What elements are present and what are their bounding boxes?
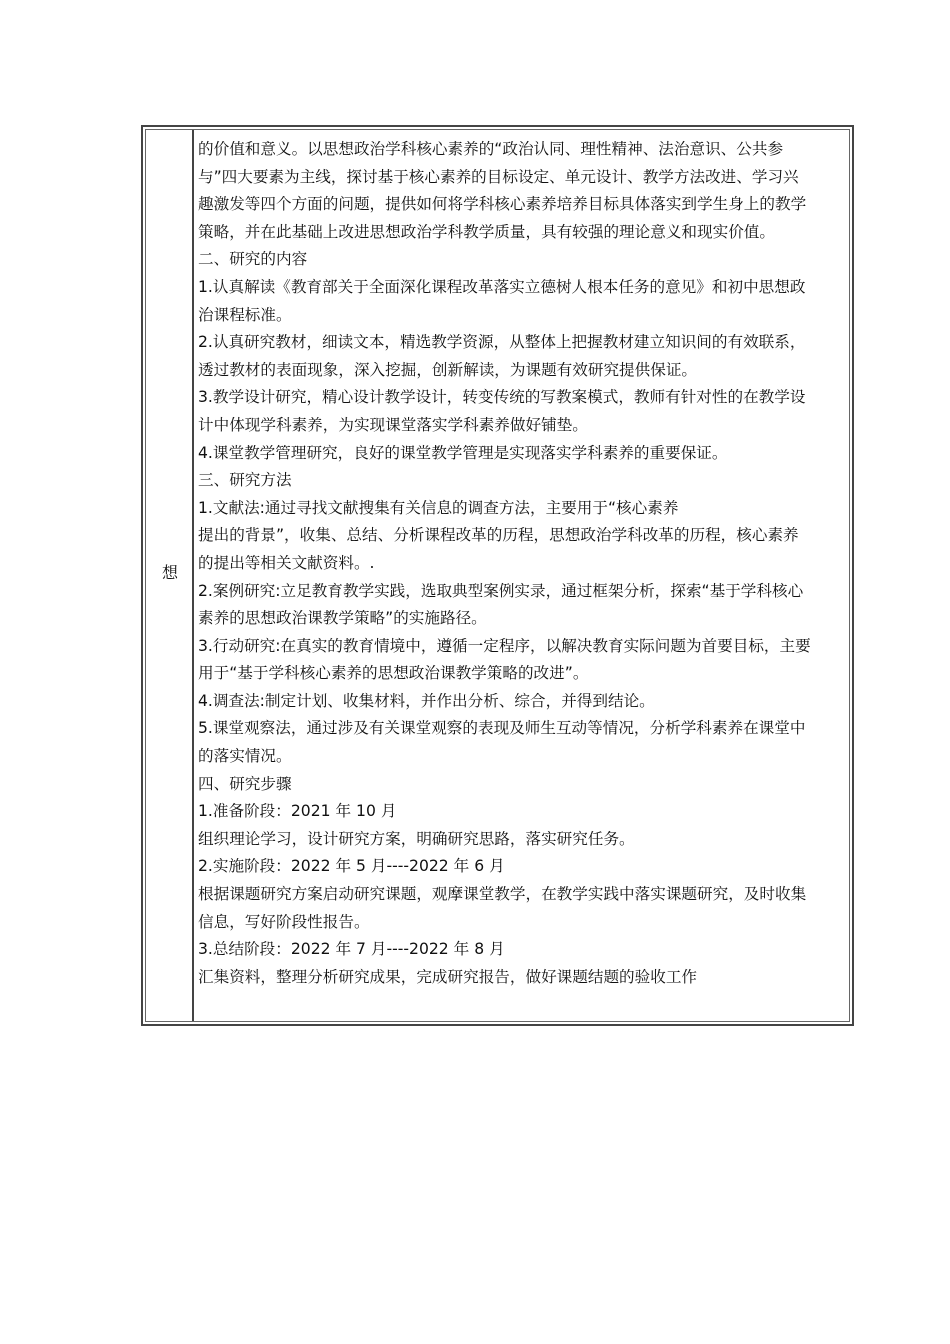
row-label: 想 — [161, 563, 178, 582]
text-line: 提出的背景”，收集、总结、分析课程改革的历程，思想政治学科改革的历程，核心素养 — [198, 526, 799, 545]
text-line: 的落实情况。 — [198, 747, 292, 766]
text-line: 3.教学设计研究，精心设计教学设计，转变传统的写教案模式，教师有针对性的在教学设 — [198, 388, 806, 407]
table-content-cell — [198, 136, 852, 991]
section-heading: 四、研究步骤 — [198, 774, 292, 793]
text-line: 4.课堂教学管理研究，良好的课堂教学管理是实现落实学科素养的重要保证。 — [198, 443, 728, 462]
table-inner-border — [145, 129, 850, 1022]
text-line: 素养的思想政治课教学策略”的实施路径。 — [198, 609, 487, 628]
text-line: 治课程标准。 — [198, 305, 292, 324]
text-line: 透过教材的表面现象，深入挖掘，创新解读，为课题有效研究提供保证。 — [198, 360, 698, 379]
text-line: 1.认真解读《教育部关于全面深化课程改革落实立德树人根本任务的意见》和初中思想政 — [198, 277, 806, 296]
text-line: 的提出等相关文献资料。. — [198, 553, 375, 572]
text-line: 计中体现学科素养，为实现课堂落实学科素养做好铺垫。 — [198, 415, 588, 434]
text-line: 3.行动研究:在真实的教育情境中，遵循一定程序，以解决教育实际问题为首要目标，主要 — [198, 636, 811, 655]
text-line: 信息，写好阶段性报告。 — [198, 912, 370, 931]
section-heading: 二、研究的内容 — [198, 250, 308, 269]
text-line: 趣激发等四个方面的问题，提供如何将学科核心素养培养目标具体落实到学生身上的教学 — [198, 195, 807, 214]
text-line: 的价值和意义。以思想政治学科核心素养的“政治认同、理性精神、法治意识、公共参 — [198, 140, 784, 158]
text-line: 2.认真研究教材，细读文本，精选教学资源，从整体上把握教材建立知识间的有效联系， — [198, 333, 806, 352]
text-line: 用于“基于学科核心素养的思想政治课教学策略的改进”。 — [198, 664, 589, 683]
text-line: 2.案例研究:立足教育教学实践，选取典型案例实录，通过框架分析，探索“基于学科核心 — [198, 581, 804, 600]
document-table — [141, 125, 854, 1026]
text-line: 组织理论学习，设计研究方案，明确研究思路，落实研究任务。 — [198, 829, 635, 848]
text-line: 2.实施阶段：2022 年 5 月----2022 年 6 月 — [198, 857, 505, 876]
text-line: 4.调查法:制定计划、收集材料，并作出分析、综合，并得到结论。 — [198, 691, 655, 710]
table-label-column — [146, 130, 194, 1021]
text-line: 根据课题研究方案启动研究课题，观摩课堂教学，在教学实践中落实课题研究，及时收集 — [198, 885, 807, 904]
text-line: 3.总结阶段：2022 年 7 月----2022 年 8 月 — [198, 940, 505, 959]
text-line: 5.课堂观察法，通过涉及有关课堂观察的表现及师生互动等情况，分析学科素养在课堂中 — [198, 719, 806, 738]
text-line: 1.准备阶段：2021 年 10 月 — [198, 802, 397, 821]
text-line: 策略，并在此基础上改进思想政治学科教学质量，具有较强的理论意义和现实价值。 — [198, 222, 775, 241]
text-line: 1.文献法:通过寻找文献搜集有关信息的调查方法，主要用于“核心素养 — [198, 498, 679, 517]
section-heading: 三、研究方法 — [198, 471, 292, 490]
text-line: 汇集资料，整理分析研究成果，完成研究报告，做好课题结题的验收工作 — [198, 967, 698, 986]
text-line: 与”四大要素为主线，探讨基于核心素养的目标设定、单元设计、教学方法改进、学习兴 — [198, 167, 799, 186]
